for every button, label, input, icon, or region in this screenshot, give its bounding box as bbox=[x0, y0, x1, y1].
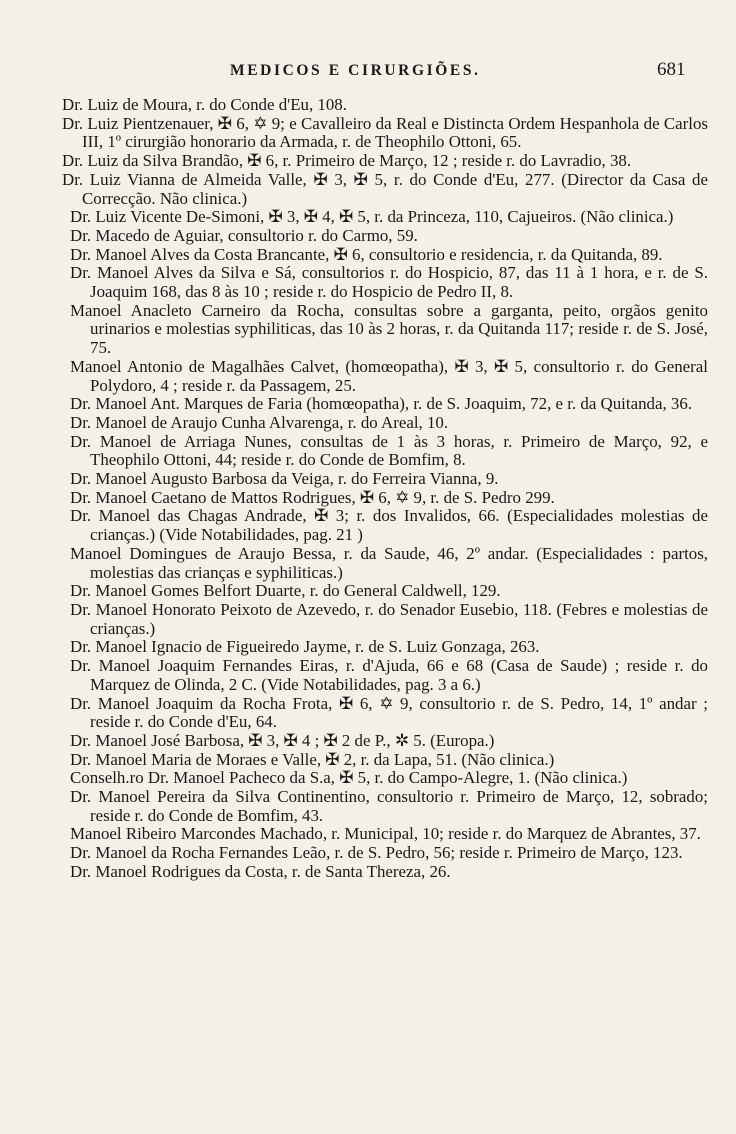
entry-text: Manoel Antonio de Magalhães Calvet, (homœopatha), ✠ 3, ✠ 5, consultorio r. do General Polydoro, 4 ; reside r. da Passagem, 25. bbox=[70, 356, 708, 395]
list-item bbox=[62, 264, 708, 301]
list-item bbox=[62, 844, 708, 863]
entry-text: Dr. Macedo de Aguiar, consultorio r. do Carmo, 59. bbox=[70, 225, 418, 245]
list-item bbox=[62, 227, 708, 246]
list-item bbox=[62, 545, 708, 582]
entry-text: Dr. Manoel de Arriaga Nunes, consultas de 1 às 3 horas, r. Primeiro de Março, 92, e Theophilo Ottoni, 44; reside r. do Conde de Bomfim, 8. bbox=[70, 431, 708, 470]
entry-text: Dr. Manoel Caetano de Mattos Rodrigues, ✠ 6, ✡ 9, r. de S. Pedro 299. bbox=[70, 487, 555, 507]
entry-text: Dr. Manoel Alves da Costa Brancante, ✠ 6, consultorio e residencia, r. da Quitanda, 89. bbox=[70, 244, 663, 264]
entry-text: Dr. Manoel Rodrigues da Costa, r. de Santa Thereza, 26. bbox=[70, 861, 451, 881]
entry-text: Dr. Manoel Alves da Silva e Sá, consultorios r. do Hospicio, 87, das 11 à 1 hora, e r. de S. Joaquim 168, das 8 às 10 ; reside r. do Hospicio de Pedro II, 8. bbox=[70, 263, 708, 302]
list-item bbox=[62, 825, 708, 844]
list-item bbox=[62, 302, 708, 358]
entry-text: Dr. Luiz Vicente De-Simoni, ✠ 3, ✠ 4, ✠ 5, r. da Princeza, 110, Cajueiros. (Não clinica.) bbox=[70, 207, 674, 227]
list-item bbox=[62, 751, 708, 770]
entry-text: Dr. Manoel Honorato Peixoto de Azevedo, r. do Senador Eusebio, 118. (Febres e molestias de crianças.) bbox=[70, 599, 708, 638]
list-item bbox=[62, 414, 708, 433]
entry-text: Dr. Manoel Maria de Moraes e Valle, ✠ 2, r. da Lapa, 51. (Não clinica.) bbox=[70, 749, 555, 769]
entry-text: Dr. Luiz Pientzenauer, ✠ 6, ✡ 9; e Cavalleiro da Real e Distincta Ordem Hespanhola de Carlos III, 1º cirurgião honorario da Armada, r. de Theophilo Ottoni, 65. bbox=[62, 113, 708, 152]
entry-text: Conselh.ro Dr. Manoel Pacheco da S.a, ✠ 5, r. do Campo-Alegre, 1. (Não clinica.) bbox=[70, 768, 628, 788]
list-item bbox=[62, 171, 708, 208]
list-item bbox=[62, 507, 708, 544]
entry-text: Dr. Manoel da Rocha Fernandes Leão, r. de S. Pedro, 56; reside r. Primeiro de Março, 123. bbox=[70, 843, 683, 863]
entry-text: Manoel Anacleto Carneiro da Rocha, consultas sobre a garganta, peito, orgãos genito urinarios e molestias syphiliticas, das 10 às 2 horas, r. da Quitanda 117; reside r. de S. José, 75. bbox=[70, 300, 708, 358]
entry-text: Manoel Ribeiro Marcondes Machado, r. Municipal, 10; reside r. do Marquez de Abrantes, 37. bbox=[70, 824, 701, 844]
list-item bbox=[62, 115, 708, 152]
entry-text: Dr. Manoel José Barbosa, ✠ 3, ✠ 4 ; ✠ 2 de P., ✲ 5. (Europa.) bbox=[70, 730, 495, 750]
running-title: MEDICOS E CIRURGIÕES. bbox=[230, 62, 481, 79]
list-item bbox=[62, 638, 708, 657]
page-number: 681 bbox=[657, 59, 686, 80]
entry-text: Dr. Manoel Joaquim da Rocha Frota, ✠ 6, ✡ 9, consultorio r. de S. Pedro, 14, 1º andar ; reside r. do Conde d'Eu, 64. bbox=[70, 693, 708, 732]
entry-text: Dr. Manoel de Araujo Cunha Alvarenga, r. do Areal, 10. bbox=[70, 412, 449, 432]
entry-list bbox=[62, 96, 708, 882]
list-item bbox=[62, 732, 708, 751]
list-item bbox=[62, 489, 708, 508]
list-item bbox=[62, 769, 708, 788]
list-item bbox=[62, 395, 708, 414]
list-item bbox=[62, 657, 708, 694]
entry-text: Dr. Luiz Vianna de Almeida Valle, ✠ 3, ✠ 5, r. do Conde d'Eu, 277. (Director da Casa de Correcção. Não clinica.) bbox=[62, 169, 708, 208]
entry-text: Dr. Manoel Ignacio de Figueiredo Jayme, r. de S. Luiz Gonzaga, 263. bbox=[70, 637, 540, 657]
list-item bbox=[62, 152, 708, 171]
entry-text: Manoel Domingues de Araujo Bessa, r. da Saude, 46, 2º andar. (Especialidades : partos, molestias das crianças e syphiliticas.) bbox=[70, 543, 708, 582]
entry-text: Dr. Manoel das Chagas Andrade, ✠ 3; r. dos Invalidos, 66. (Especialidades molestias de crianças.) (Vide Notabilidades, pag. 21 ) bbox=[70, 506, 708, 545]
list-item bbox=[62, 470, 708, 489]
list-item bbox=[62, 96, 708, 115]
entry-text: Dr. Luiz da Silva Brandão, ✠ 6, r. Primeiro de Março, 12 ; reside r. do Lavradio, 38. bbox=[62, 151, 632, 171]
entry-text: Dr. Luiz de Moura, r. do Conde d'Eu, 108. bbox=[62, 95, 347, 114]
entry-text: Dr. Manoel Pereira da Silva Continentino, consultorio r. Primeiro de Março, 12, sobrado; reside r. do Conde de Bomfim, 43. bbox=[70, 787, 708, 825]
list-item bbox=[62, 246, 708, 265]
list-item bbox=[62, 433, 708, 470]
list-item bbox=[62, 358, 708, 395]
page-header bbox=[0, 58, 736, 86]
entry-text: Dr. Manoel Gomes Belfort Duarte, r. do General Caldwell, 129. bbox=[70, 581, 501, 601]
entry-text: Dr. Manoel Ant. Marques de Faria (homœopatha), r. de S. Joaquim, 72, e r. da Quitanda, 36. bbox=[70, 394, 693, 414]
list-item bbox=[62, 695, 708, 732]
list-item bbox=[62, 208, 708, 227]
list-item bbox=[62, 863, 708, 882]
entry-text: Dr. Manoel Augusto Barbosa da Veiga, r. do Ferreira Vianna, 9. bbox=[70, 469, 499, 489]
list-item bbox=[62, 582, 708, 601]
list-item bbox=[62, 601, 708, 638]
entry-text: Dr. Manoel Joaquim Fernandes Eiras, r. d'Ajuda, 66 e 68 (Casa de Saude) ; reside r. do Marquez de Olinda, 2 C. (Vide Notabilidades, pag. 3 a 6.) bbox=[70, 656, 708, 694]
list-item bbox=[62, 788, 708, 825]
